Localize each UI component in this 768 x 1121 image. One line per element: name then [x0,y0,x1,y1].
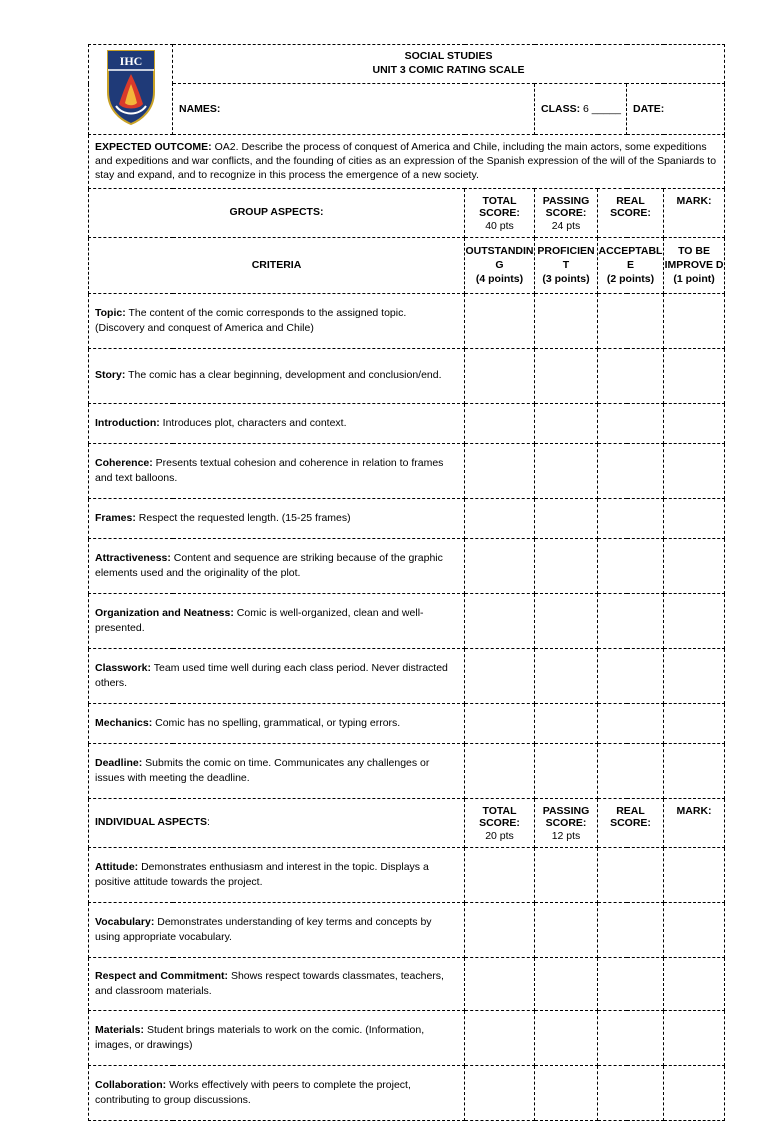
rating-cell-to-be-improved[interactable] [664,538,725,593]
group-criterion-row [89,443,725,498]
level-to-be-improved [664,237,725,293]
rating-cell-to-be-improved[interactable] [664,1010,725,1065]
real-score-title: REAL SCORE: [610,804,651,830]
rating-cell-acceptable[interactable] [598,1010,664,1065]
individual-criterion-row [89,847,725,902]
rating-scale-sheet [88,44,724,1121]
rating-scale-title: UNIT 3 COMIC RATING SCALE [372,64,525,76]
criterion-text: Content and sequence are striking because of the graphic elements used and the originality of the plot. [95,552,443,579]
mark-title: MARK: [676,804,712,817]
rating-cell-outstanding[interactable] [465,403,535,443]
rating-cell-outstanding[interactable] [465,648,535,703]
names-field[interactable] [173,84,535,135]
criterion-name: Materials: [95,1024,145,1037]
criterion-name: Mechanics: [95,716,153,729]
date-field[interactable] [627,84,725,135]
total-score-title: TOTAL SCORE: [479,194,520,220]
criterion-name: Attractiveness: [95,552,171,565]
rating-cell-to-be-improved[interactable] [664,648,725,703]
individual-passing-score [535,798,598,847]
criterion-text: The comic has a clear beginning, development and conclusion/end. [125,369,442,382]
criterion-description [89,403,465,443]
class-field[interactable] [535,84,627,135]
criterion-description [89,293,465,348]
criterion-text: Submits the comic on time. Communicates any challenges or issues with meeting the deadline. [95,757,430,784]
rating-cell-proficient[interactable] [535,703,598,743]
level-points: (2 points) [606,273,655,286]
passing-score-title: PASSING SCORE: [542,194,590,220]
criterion-name: Deadline: [95,757,143,770]
rating-cell-outstanding[interactable] [465,743,535,798]
rating-cell-to-be-improved[interactable] [664,902,725,957]
expected-outcome [89,135,725,189]
rating-cell-acceptable[interactable] [598,703,664,743]
group-criterion-row [89,403,725,443]
criterion-description [89,703,465,743]
criterion-text: Comic has no spelling, grammatical, or typing errors. [152,716,401,729]
total-score-title: TOTAL SCORE: [479,804,520,830]
criterion-text: Shows respect towards classmates, teachers, and classroom materials. [95,970,444,997]
rating-cell-outstanding[interactable] [465,443,535,498]
rating-cell-proficient[interactable] [535,443,598,498]
criterion-description [89,847,465,902]
rating-cell-proficient[interactable] [535,293,598,348]
individual-criterion-row [89,1065,725,1120]
class-value: 6 _____ [583,102,621,115]
criterion-description [89,593,465,648]
rating-cell-to-be-improved[interactable] [664,403,725,443]
rating-cell-outstanding[interactable] [465,957,535,1010]
criterion-text: Comic is well-organized, clean and well-presented. [95,607,424,634]
rating-cell-to-be-improved[interactable] [664,443,725,498]
individual-criterion-row [89,1010,725,1065]
group-mark[interactable] [664,188,725,237]
school-logo-cell [89,45,173,135]
criterion-name: Vocabulary: [95,916,155,929]
rating-cell-outstanding[interactable] [465,593,535,648]
total-score-value: 20 pts [485,829,514,842]
rating-cell-outstanding[interactable] [465,348,535,403]
rating-cell-proficient[interactable] [535,743,598,798]
class-label: CLASS: [541,102,581,115]
rating-cell-to-be-improved[interactable] [664,1065,725,1120]
rating-scale-table [88,44,725,1121]
rating-cell-acceptable[interactable] [598,957,664,1010]
rating-cell-acceptable[interactable] [598,403,664,443]
criterion-text: Demonstrates understanding of key terms and concepts by using appropriate vocabulary. [95,916,432,943]
criterion-name: Topic: [95,307,126,320]
rating-cell-acceptable[interactable] [598,1065,664,1120]
rating-cell-outstanding[interactable] [465,902,535,957]
rating-cell-outstanding[interactable] [465,1065,535,1120]
level-name: PROFICIEN T [537,244,595,271]
criterion-name: Respect and Commitment: [95,970,229,983]
logo-text: IHC [119,54,142,69]
level-points: (1 point) [673,273,715,286]
rating-cell-to-be-improved[interactable] [664,293,725,348]
group-criterion-row [89,348,725,403]
level-points: (4 points) [475,273,524,286]
rating-cell-to-be-improved[interactable] [664,743,725,798]
criterion-text: Introduces plot, characters and context. [159,416,347,429]
individual-aspects-text: INDIVIDUAL ASPECTS [95,816,208,829]
criterion-name: Collaboration: [95,1079,167,1092]
rating-cell-outstanding[interactable] [465,538,535,593]
criterion-name: Classwork: [95,662,152,675]
level-points: (3 points) [542,273,590,286]
rating-cell-proficient[interactable] [535,593,598,648]
rating-cell-outstanding[interactable] [465,1010,535,1065]
criterion-name: Frames: [95,511,136,524]
criterion-text: The content of the comic corresponds to the assigned topic. (Discovery and conquest of America and Chile) [95,307,407,334]
individual-real-score[interactable] [598,798,664,847]
group-passing-score [535,188,598,237]
rating-cell-proficient[interactable] [535,403,598,443]
level-name: ACCEPTABL E [598,244,663,271]
level-name: OUTSTANDIN G [465,244,534,271]
individual-criterion-row [89,957,725,1010]
criterion-description [89,1010,465,1065]
criterion-text: Presents textual cohesion and coherence in relation to frames and text balloons. [95,457,444,484]
criterion-text: Student brings materials to work on the comic. (Information, images, or drawings) [95,1024,425,1051]
date-label: DATE: [633,102,665,115]
rating-cell-to-be-improved[interactable] [664,703,725,743]
criterion-name: Coherence: [95,457,153,470]
criteria-label: CRITERIA [89,237,465,293]
criterion-text: Demonstrates enthusiasm and interest in the topic. Displays a positive attitude towards the project. [95,861,429,888]
school-crest-logo [105,48,157,126]
criterion-description [89,902,465,957]
criterion-text: Works effectively with peers to complete the project, contributing to group discussions. [95,1079,411,1106]
individual-criterion-row [89,902,725,957]
rating-cell-acceptable[interactable] [598,293,664,348]
rating-cell-proficient[interactable] [535,847,598,902]
mark-title: MARK: [676,194,712,207]
header-title-cell [173,45,725,84]
real-score-title: REAL SCORE: [610,194,651,220]
individual-aspects-colon: : [207,816,210,829]
criterion-name: Attitude: [95,861,139,874]
rating-cell-to-be-improved[interactable] [664,498,725,538]
rating-cell-proficient[interactable] [535,648,598,703]
rating-cell-acceptable[interactable] [598,593,664,648]
group-criterion-row [89,538,725,593]
group-criterion-row [89,743,725,798]
rating-cell-proficient[interactable] [535,902,598,957]
level-name: TO BE IMPROVE D [664,244,724,271]
rating-cell-proficient[interactable] [535,1065,598,1120]
criterion-description [89,648,465,703]
rating-cell-acceptable[interactable] [598,743,664,798]
rating-cell-proficient[interactable] [535,498,598,538]
outcome-text: OA2. Describe the process of conquest of America and Chile, including the main actors, some expeditions and expeditions and war conflicts, and the founding of cities as an expression of the Spanish expression of the will of the Spaniards to stay and expand, and to recognize in this process the emergence of a new society. [95,141,717,182]
criterion-name: Introduction: [95,416,160,429]
criterion-description [89,957,465,1010]
criterion-description [89,443,465,498]
rating-cell-outstanding[interactable] [465,498,535,538]
level-proficient [535,237,598,293]
criterion-text: Team used time well during each class period. Never distracted others. [95,662,448,689]
rating-cell-acceptable[interactable] [598,443,664,498]
criterion-text: Respect the requested length. (15-25 frames) [135,511,351,524]
subject-title: SOCIAL STUDIES [404,50,493,63]
rating-cell-to-be-improved[interactable] [664,593,725,648]
rating-cell-proficient[interactable] [535,1010,598,1065]
rating-cell-acceptable[interactable] [598,648,664,703]
rating-cell-acceptable[interactable] [598,348,664,403]
total-score-value: 40 pts [485,219,514,232]
criterion-name: Story: [95,369,126,382]
names-label: NAMES: [179,102,221,115]
individual-total-score [465,798,535,847]
group-criterion-row [89,498,725,538]
individual-aspects-label [89,798,465,847]
rating-cell-proficient[interactable] [535,348,598,403]
group-criterion-row [89,648,725,703]
passing-score-value: 24 pts [551,219,581,232]
group-real-score[interactable] [598,188,664,237]
individual-mark[interactable] [664,798,725,847]
rating-cell-proficient[interactable] [535,538,598,593]
passing-score-title: PASSING SCORE: [542,804,590,830]
level-outstanding [465,237,535,293]
criterion-description [89,348,465,403]
rating-cell-acceptable[interactable] [598,847,664,902]
rating-cell-outstanding[interactable] [465,847,535,902]
rating-cell-to-be-improved[interactable] [664,847,725,902]
criterion-name: Organization and Neatness: [95,607,234,620]
rating-cell-proficient[interactable] [535,957,598,1010]
rating-cell-to-be-improved[interactable] [664,348,725,403]
rating-cell-acceptable[interactable] [598,538,664,593]
passing-score-value: 12 pts [551,829,581,842]
rating-cell-acceptable[interactable] [598,902,664,957]
criterion-description [89,498,465,538]
group-criterion-row [89,293,725,348]
group-criterion-row [89,703,725,743]
rating-cell-outstanding[interactable] [465,293,535,348]
group-aspects-label: GROUP ASPECTS: [89,188,465,237]
outcome-label: EXPECTED OUTCOME: [95,141,212,153]
group-total-score [465,188,535,237]
rating-cell-acceptable[interactable] [598,498,664,538]
level-acceptable [598,237,664,293]
criterion-description [89,1065,465,1120]
rating-cell-to-be-improved[interactable] [664,957,725,1010]
criterion-description [89,538,465,593]
group-criterion-row [89,593,725,648]
rating-cell-outstanding[interactable] [465,703,535,743]
criterion-description [89,743,465,798]
